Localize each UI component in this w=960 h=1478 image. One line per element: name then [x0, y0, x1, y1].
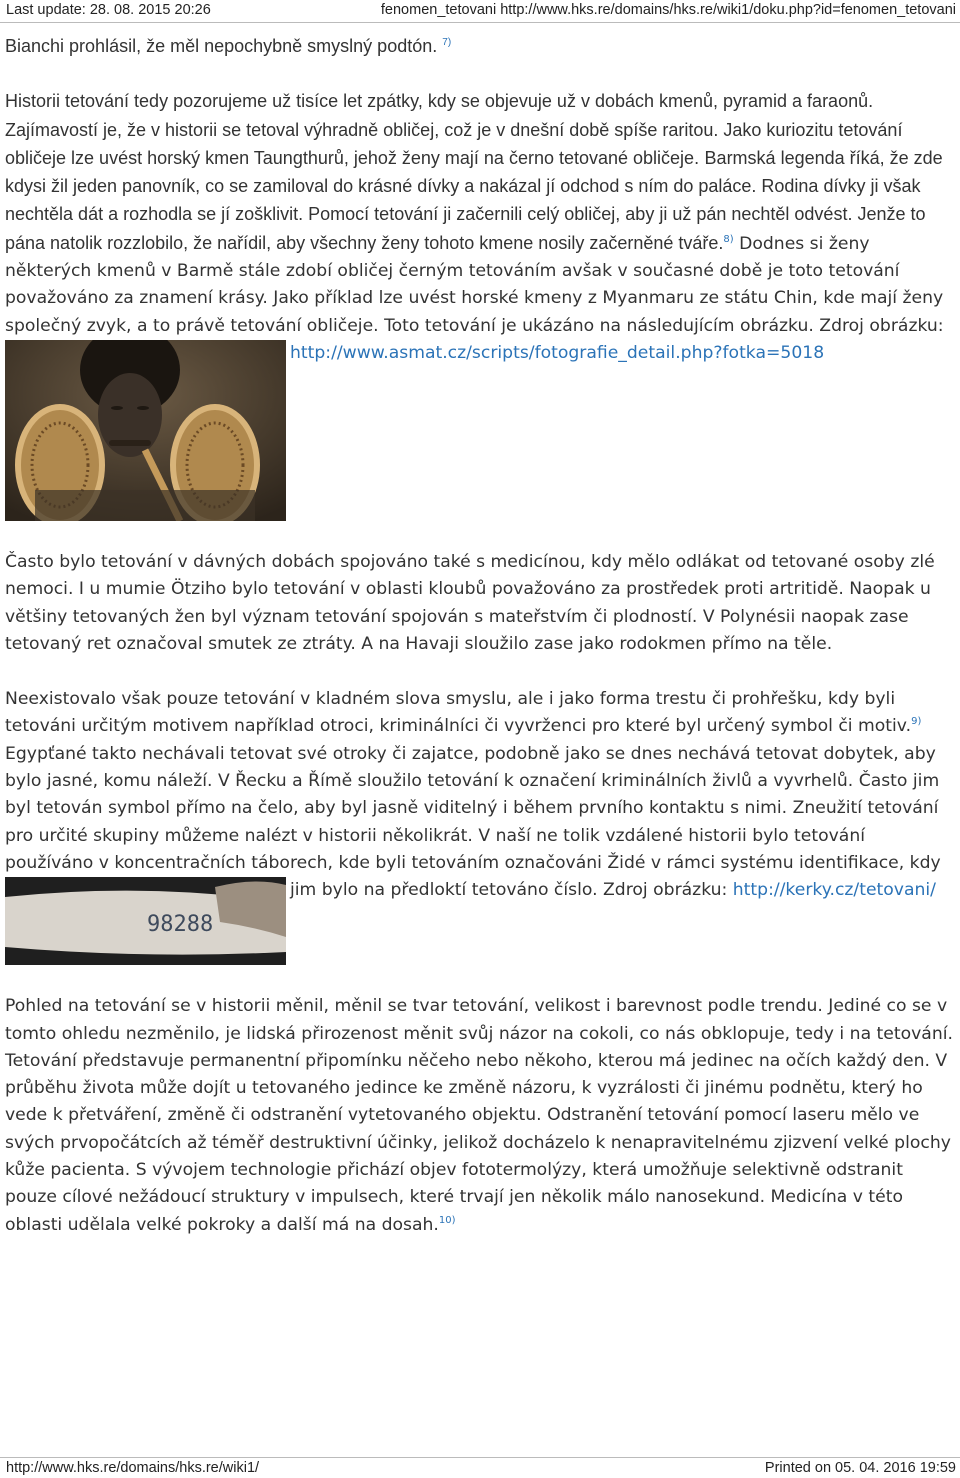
tattoo-number: 98288	[147, 912, 214, 938]
article-content	[5, 33, 957, 1239]
paragraph-4: Neexistovalo však pouze tetování v kladném slova smyslu, ale i jako forma trestu či prohřešku, kdy byli tetováni určitým motivem například otroci, kriminálníci či vyvrženci pro které byl určený symbol či motiv.$^{9)}$ Egypťané takto nechávali tetovat své otroky či zajatce, podobně jako se dnes nechává tetovat dobytek, aby bylo jasné, komu náleží. V Řecku a Římě sloužilo tetování k označení kriminálních živlů a vyvrhelů. Často jim byl tetován symbol přímo na čelo, aby byl jasně viditelný i během prvního kontaktu s nimi. Zneužití tetování pro určité skupiny můžeme nalézt v historii několikrát. V naší ne tolik vzdálené historii bylo tetování používáno v koncentračních táborech, kde byli tetováním označováni Židé v rámci systému identifikace, kdy jim bylo na předloktí tetováno číslo. Zdroj obrázku: 98288 http://kerky.cz/tetovani/	[5, 686, 957, 904]
paragraph-2: Historii tetování tedy pozorujeme už tisíce let zpátky, kdy se objevuje už v dobách kmenů, pyramid a faraonů. Zajímavostí je, že v historii se tetoval výhradně obličej, což je v dnešní době spíše raritou. Jako kuriozitu tetování obličeje lze uvést horský kmen Taungthurů, jehož ženy mají na černo tetované obličeje. Barmská legenda říká, že zde kdysi žil jeden panovník, co se zamiloval do krásné dívky a nakázal jí odchod s ním do paláce. Rodina dívky ji však nechtěla dát a rozhodla se jí zošklivit. Pomocí tetování ji začernili celý obličej, aby ji už pán nechtěl odvést. Jenže to pána natolik rozzlobilo, že nařídil, aby všechny ženy tohoto kmene nosily začerněné tváře.$^{8)}$ Dodnes si ženy některých kmenů v Barmě stále zdobí obličej černým tetováním avšak v současné době je toto tetování považováno za znamení krásy. Jako příklad lze uvést horské kmeny z Myanmaru ze státu Chin, kde mají ženy společný zvyk, a to právě tetování obličeje. Toto tetování je ukázáno na následujícím obrázku. Zdroj obrázku: http://www.asmat.cz/scripts/fotografie_detail.php?fotka=5018	[5, 88, 957, 367]
page-header	[0, 0, 960, 23]
tattooed-arm-photo	[5, 877, 286, 965]
footnote-9[interactable]: 9)	[911, 716, 922, 728]
paragraph-3: Často bylo tetování v dávných dobách spojováno také s medicínou, kdy mělo odlákat od tetované osoby zlé nemoci. I u mumie Ötziho bylo tetování v oblasti kloubů považováno za prostředek proti artritidě. Naopak u většiny tetovaných žen byl význam tetování spojován s mateřstvím či plodností. V Polynésii naopak zase tetovaný ret označoval smutek ze ztráty. A na Havaji sloužilo zase jako rodokmen přímo na těle.	[5, 551, 935, 654]
paragraph-1: Bianchi prohlásil, že měl nepochybně smyslný podtón. $^{7)}$	[5, 36, 452, 56]
footnote-8[interactable]: 8)	[723, 233, 734, 245]
last-update: Last update: 28. 08. 2015 20:26	[6, 2, 211, 18]
footnote-10[interactable]: 10)	[438, 1214, 456, 1226]
paragraph-5: Pohled na tetování se v historii měnil, měnil se tvar tetování, velikost i barevnost podle trendu. Jediné co se v tomto ohledu nezměnilo, je lidská přirozenost měnit svůj názor na cokoli, co nás obklopuje, tedy i na tetování. Tetování představuje permanentní připomínku něčeho nebo někoho, kterou má jedinec na očích každý den. V průběhu života může dojít u tetovaného jedince ke změně názoru, k vyzrálosti či jinému podnětu, který ho vede k přetváření, změně či odstranění vytetovaného objektu. Odstranění tetování pomocí laseru mělo ve svých prvopočátcích až téměř destruktivní účinky, jelikož docházelo k nenapravitelnému zjizvení velké plochy kůže pacienta. S vývojem technologie přichází objev fototermolýzy, která umožňuje selektivně odstranit pouze cílové nežádoucí struktury v impulsech, které trvají jen několik málo nanosekund. Medicína v této oblasti udělala velké pokroky a další má na dosah.$^{10)}$	[5, 996, 953, 1235]
wiki-url[interactable]: http://www.hks.re/domains/hks.re/wiki1/	[6, 1460, 260, 1476]
printed-date: Printed on 05. 04. 2016 19:59	[764, 1460, 956, 1476]
page-url[interactable]: fenomen_tetovani http://www.hks.re/domains/hks.re/wiki1/doku.php?id=fenomen_tetovani	[380, 2, 956, 18]
photo-source-link-1[interactable]: http://www.asmat.cz/scripts/fotografie_detail.php?fotka=5018	[290, 342, 825, 363]
page-footer	[0, 1457, 960, 1478]
footnote-7[interactable]: 7)	[442, 37, 452, 48]
tattooed-woman-photo	[5, 340, 286, 521]
photo-source-link-2[interactable]: http://kerky.cz/tetovani/	[732, 880, 936, 901]
